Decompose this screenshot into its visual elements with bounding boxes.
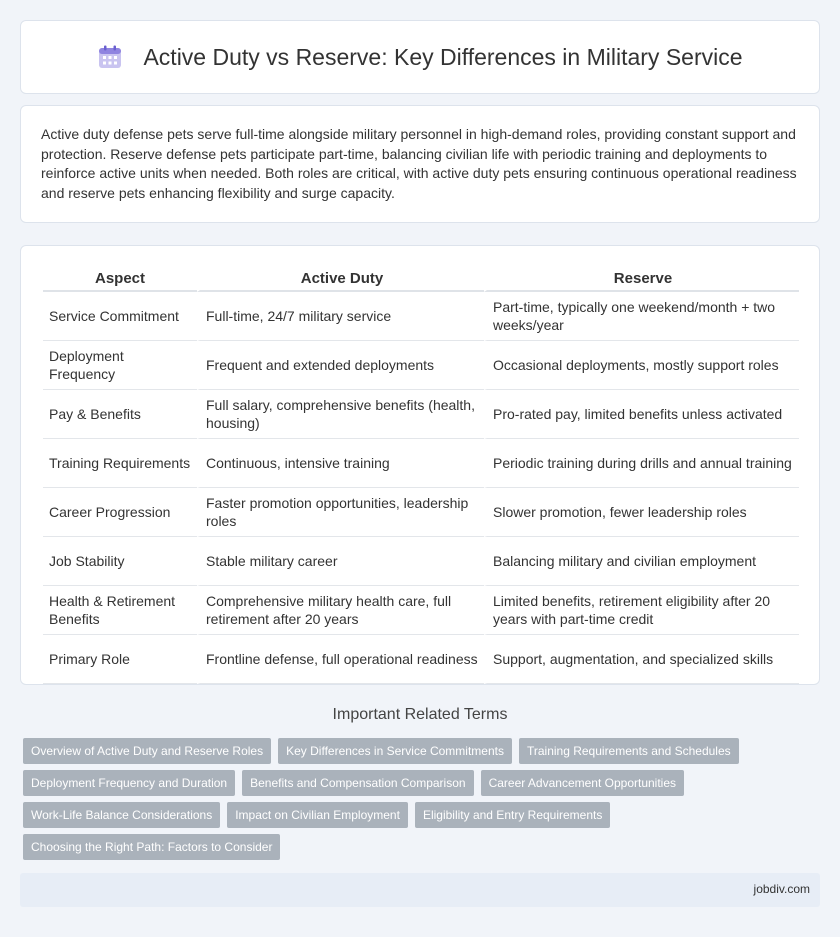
intro-text: Active duty defense pets serve full-time alongside military personnel in high-demand roles, providing constant support and protection. Reserve defense pets participate part-time, balancing civilian life with periodic training and deployments to reinforce active units when needed. Both roles are critical, with active duty pets ensuring continuous operational readiness and reserve pets enhancing flexibility and surge capacity.	[41, 126, 797, 201]
reserve-cell: Limited benefits, retirement eligibility after 20 years with part-time credit	[484, 586, 799, 635]
reserve-cell: Balancing military and civilian employment	[484, 537, 799, 586]
active-duty-cell: Comprehensive military health care, full retirement after 20 years	[197, 586, 484, 635]
active-duty-cell: Faster promotion opportunities, leadership roles	[197, 488, 484, 537]
page-title-wrap	[97, 44, 742, 71]
active-duty-cell: Continuous, intensive training	[197, 439, 484, 488]
related-term-tag[interactable]: Deployment Frequency and Duration	[23, 770, 235, 796]
related-term-tag[interactable]: Career Advancement Opportunities	[481, 770, 684, 796]
table-row	[43, 537, 799, 586]
calendar-icon	[97, 44, 123, 70]
intro-card	[20, 105, 820, 223]
related-term-tag[interactable]: Impact on Civilian Employment	[227, 802, 408, 828]
comparison-table-card	[20, 245, 820, 685]
active-duty-cell: Frequent and extended deployments	[197, 341, 484, 390]
comparison-table	[43, 266, 799, 684]
active-duty-cell: Full-time, 24/7 military service	[197, 292, 484, 341]
related-term-tag[interactable]: Benefits and Compensation Comparison	[242, 770, 473, 796]
footer	[20, 873, 820, 907]
aspect-cell: Deployment Frequency	[43, 341, 197, 390]
table-row	[43, 292, 799, 341]
reserve-cell: Pro-rated pay, limited benefits unless activated	[484, 390, 799, 439]
related-terms-title: Important Related Terms	[332, 706, 508, 723]
reserve-cell: Occasional deployments, mostly support roles	[484, 341, 799, 390]
related-term-tag[interactable]: Training Requirements and Schedules	[519, 738, 739, 764]
aspect-cell: Pay & Benefits	[43, 390, 197, 439]
reserve-cell: Support, augmentation, and specialized skills	[484, 635, 799, 684]
active-duty-cell: Frontline defense, full operational readiness	[197, 635, 484, 684]
table-row	[43, 390, 799, 439]
table-row	[43, 635, 799, 684]
related-term-tag[interactable]: Overview of Active Duty and Reserve Roles	[23, 738, 271, 764]
table-row	[43, 341, 799, 390]
footer-site-link[interactable]: jobdiv.com	[753, 882, 810, 896]
reserve-cell: Part-time, typically one weekend/month + two weeks/year	[484, 292, 799, 341]
header-aspect: Aspect	[43, 266, 197, 292]
aspect-cell: Job Stability	[43, 537, 197, 586]
related-terms-list	[23, 738, 803, 860]
reserve-cell: Periodic training during drills and annual training	[484, 439, 799, 488]
active-duty-cell: Stable military career	[197, 537, 484, 586]
related-term-tag[interactable]: Eligibility and Entry Requirements	[415, 802, 610, 828]
header-reserve: Reserve	[484, 266, 799, 292]
table-row	[43, 488, 799, 537]
page-title: Active Duty vs Reserve: Key Differences in Military Service	[143, 43, 743, 70]
table-header-row	[43, 266, 799, 292]
aspect-cell: Career Progression	[43, 488, 197, 537]
aspect-cell: Health & Retirement Benefits	[43, 586, 197, 635]
related-term-tag[interactable]: Choosing the Right Path: Factors to Consider	[23, 834, 280, 860]
title-card	[20, 20, 820, 94]
related-term-tag[interactable]: Key Differences in Service Commitments	[278, 738, 512, 764]
aspect-cell: Primary Role	[43, 635, 197, 684]
aspect-cell: Service Commitment	[43, 292, 197, 341]
related-term-tag[interactable]: Work-Life Balance Considerations	[23, 802, 220, 828]
table-row	[43, 439, 799, 488]
aspect-cell: Training Requirements	[43, 439, 197, 488]
header-active-duty: Active Duty	[197, 266, 484, 292]
reserve-cell: Slower promotion, fewer leadership roles	[484, 488, 799, 537]
table-row	[43, 586, 799, 635]
active-duty-cell: Full salary, comprehensive benefits (health, housing)	[197, 390, 484, 439]
